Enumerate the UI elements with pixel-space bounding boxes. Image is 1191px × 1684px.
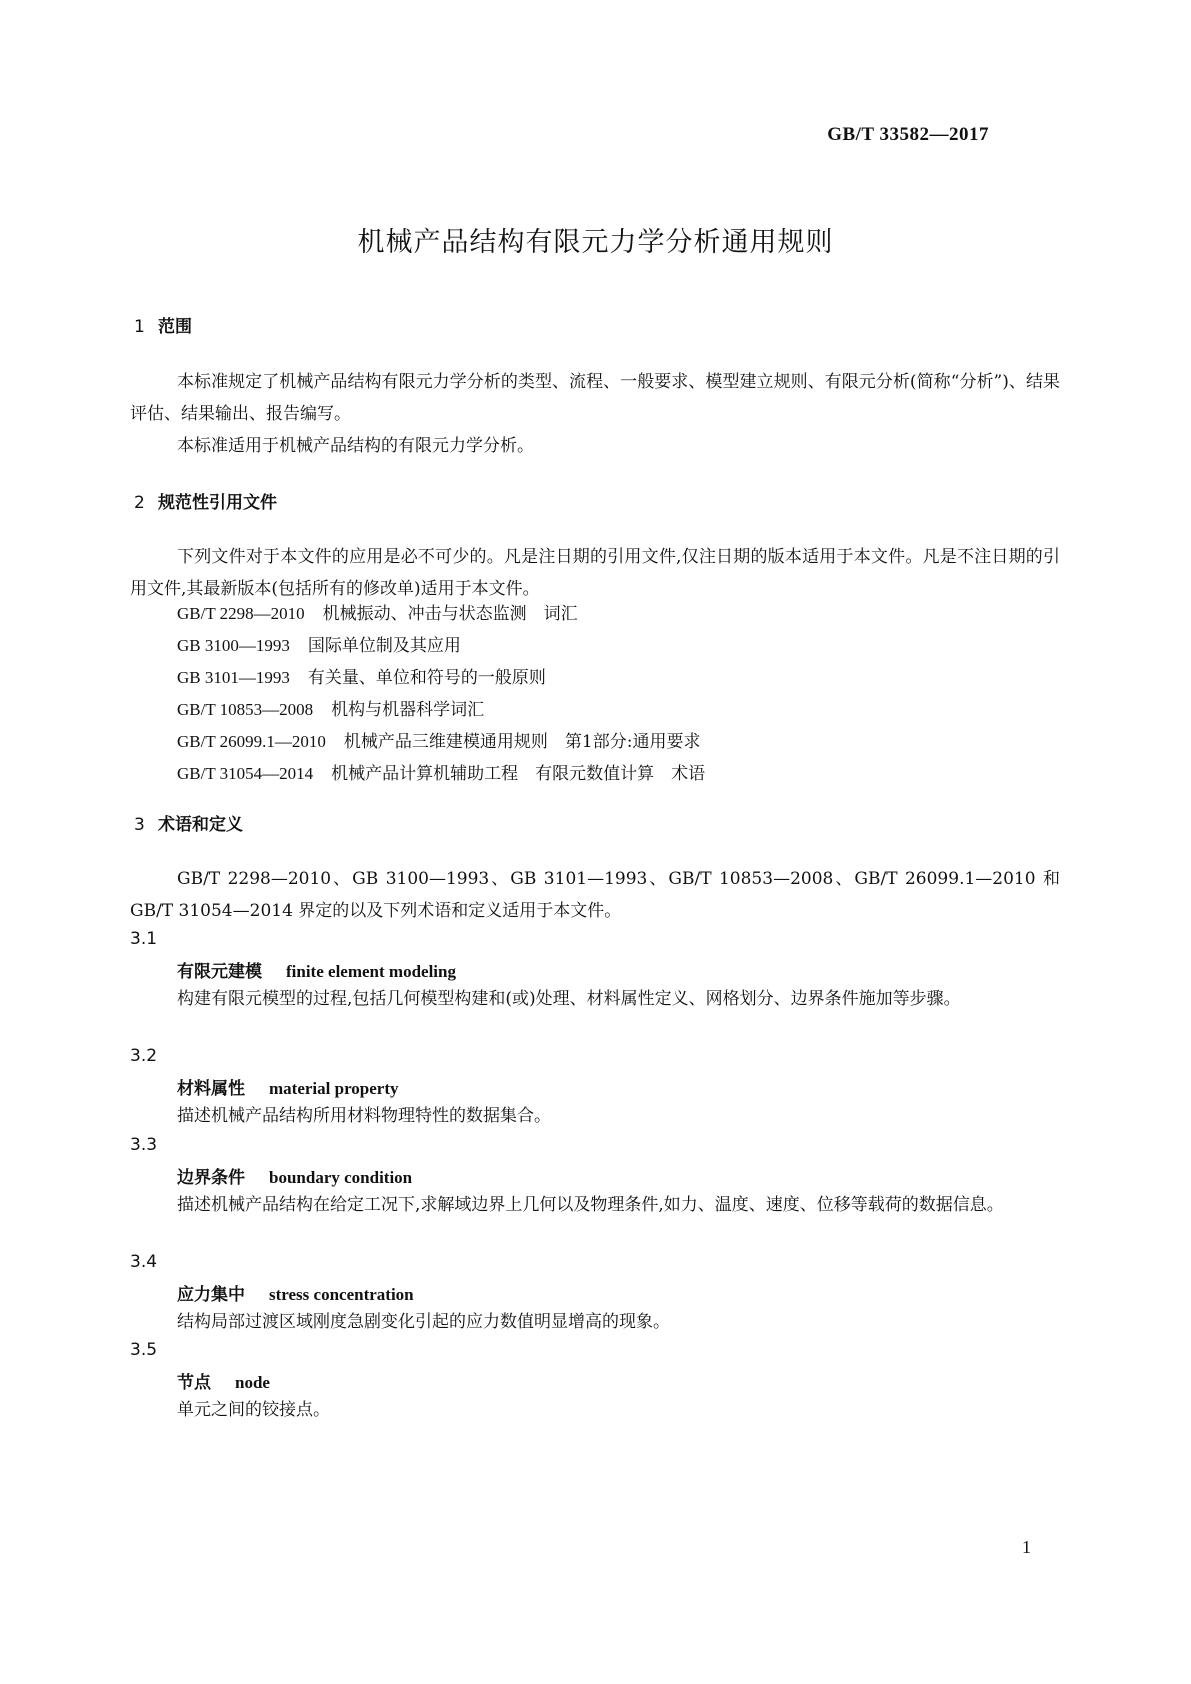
reference-code: GB/T 26099.1—2010 (177, 732, 326, 751)
paragraph: GB/T 2298—2010、GB 3100—1993、GB 3101—1993、GB/T 10853—2008、GB/T 26099.1—2010 和 GB/T 31054—2014 界定的以及下列术语和定义适用于本文件。 (130, 869, 1060, 921)
section-2-heading (134, 488, 277, 513)
term-number: 3.4 (130, 1252, 158, 1272)
section-number: 2 (134, 493, 145, 513)
reference-item (177, 662, 705, 694)
section-title: 范围 (158, 317, 192, 337)
paragraph: 下列文件对于本文件的应用是必不可少的。凡是注日期的引用文件,仅注日期的版本适用于本文件。凡是不注日期的引用文件,其最新版本(包括所有的修改单)适用于本文件。 (130, 547, 1060, 599)
term-name (177, 1368, 270, 1393)
term-name (177, 1074, 399, 1099)
term-name-en: node (235, 1373, 270, 1392)
reference-item (177, 726, 705, 758)
paragraph: 构建有限元模型的过程,包括几何模型构建和(或)处理、材料属性定义、网格划分、边界条件施加等步骤。 (177, 989, 961, 1009)
reference-title: 机构与机器科学词汇 (331, 700, 485, 720)
term-definition (130, 983, 1060, 1015)
term-name (177, 1280, 414, 1305)
reference-code: GB 3100—1993 (177, 636, 290, 655)
term-name-zh: 有限元建模 (177, 962, 262, 982)
term-number: 3.3 (130, 1135, 158, 1155)
reference-code: GB/T 10853—2008 (177, 700, 314, 719)
section-3-intro (130, 863, 1060, 927)
term-name-en: stress concentration (269, 1285, 414, 1304)
document-title: 机械产品结构有限元力学分析通用规则 (357, 227, 834, 258)
term-name-en: material property (269, 1079, 399, 1098)
reference-title: 机械产品三维建模通用规则 第1部分:通用要求 (343, 732, 701, 752)
reference-code: GB/T 2298—2010 (177, 604, 305, 623)
section-number: 3 (134, 815, 145, 835)
section-1-heading (134, 312, 192, 337)
reference-code: GB 3101—1993 (177, 668, 290, 687)
term-number: 3.1 (130, 929, 158, 949)
standard-code: GB/T 33582—2017 (827, 124, 989, 145)
term-name-en: boundary condition (269, 1168, 413, 1187)
term-name-zh: 节点 (177, 1373, 211, 1393)
term-name (177, 1163, 412, 1188)
term-name-zh: 边界条件 (177, 1168, 245, 1188)
section-3-heading (134, 810, 243, 835)
paragraph: 描述机械产品结构在给定工况下,求解域边界上几何以及物理条件,如力、温度、速度、位移等载荷的数据信息。 (177, 1195, 1004, 1215)
paragraph: 结构局部过渡区域刚度急剧变化引起的应力数值明显增高的现象。 (177, 1312, 670, 1332)
reference-list (177, 598, 705, 790)
reference-title: 有关量、单位和符号的一般原则 (307, 668, 546, 688)
term-name (177, 957, 456, 982)
term-name-en: finite element modeling (286, 962, 456, 981)
section-number: 1 (134, 317, 145, 337)
paragraph: 本标准规定了机械产品结构有限元力学分析的类型、流程、一般要求、模型建立规则、有限元分析(简称“分析”)、结果评估、结果输出、报告编写。 (130, 372, 1060, 424)
paragraph: 单元之间的铰接点。 (177, 1400, 330, 1420)
reference-item (177, 758, 705, 790)
reference-title: 机械产品计算机辅助工程 有限元数值计算 术语 (331, 764, 706, 784)
reference-code: GB/T 31054—2014 (177, 764, 314, 783)
paragraph: 描述机械产品结构所用材料物理特性的数据集合。 (177, 1106, 551, 1126)
section-title: 规范性引用文件 (158, 493, 277, 513)
reference-title: 国际单位制及其应用 (307, 636, 461, 656)
reference-item (177, 598, 705, 630)
paragraph: 本标准适用于机械产品结构的有限元力学分析。 (177, 436, 534, 456)
term-definition (130, 1394, 1060, 1426)
term-definition (130, 1189, 1060, 1221)
reference-title: 机械振动、冲击与状态监测 词汇 (322, 604, 578, 624)
term-number: 3.2 (130, 1046, 158, 1066)
section-title: 术语和定义 (158, 815, 243, 835)
term-name-zh: 材料属性 (177, 1079, 245, 1099)
page-number: 1 (1022, 1537, 1031, 1557)
reference-item (177, 630, 705, 662)
term-name-zh: 应力集中 (177, 1285, 245, 1305)
term-number: 3.5 (130, 1340, 158, 1360)
reference-item (177, 694, 705, 726)
section-2-intro (130, 541, 1060, 605)
section-1-body (130, 366, 1060, 462)
term-definition (130, 1100, 1060, 1132)
term-definition (130, 1306, 1060, 1338)
